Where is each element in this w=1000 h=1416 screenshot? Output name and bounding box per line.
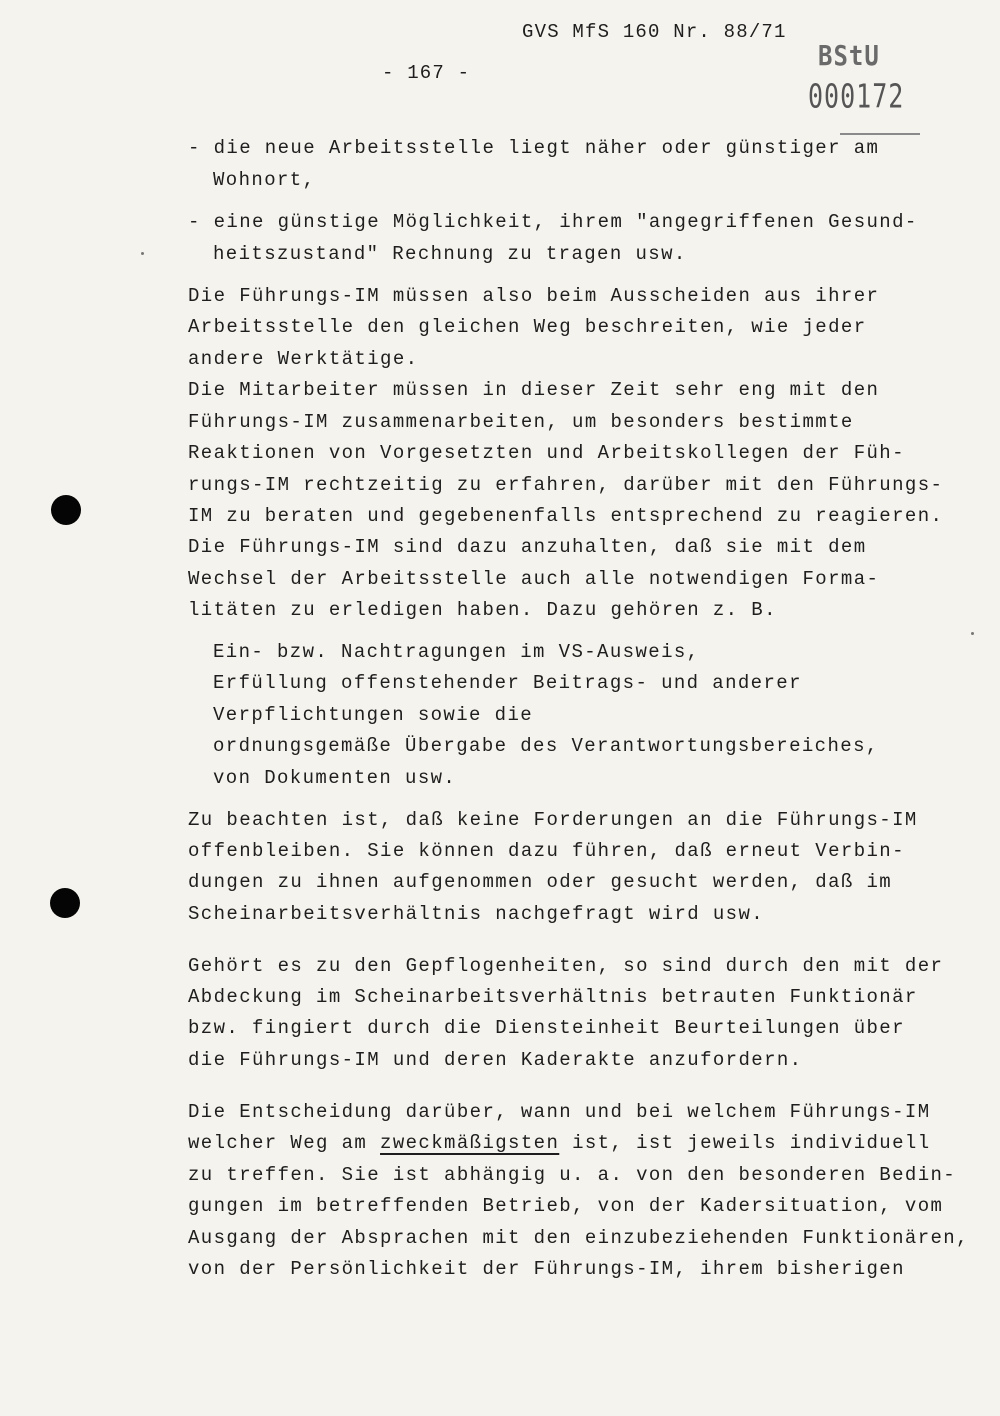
text-segment: ist, ist jeweils individuell: [559, 1132, 931, 1154]
punch-hole-upper: [51, 495, 81, 525]
text-line: Zu beachten ist, daß keine Forderungen an die Führungs-IM: [188, 809, 918, 831]
list-item-line: von Dokumenten usw.: [213, 767, 457, 789]
bullet-line: heitszustand" Rechnung zu tragen usw.: [213, 243, 687, 265]
text-line: [188, 1131, 931, 1155]
list-item-line: Erfüllung offenstehender Beitrags- und anderer: [213, 672, 802, 694]
punch-hole-lower: [50, 888, 80, 918]
text-line: bzw. fingiert durch die Diensteinheit Beurteilungen über: [188, 1017, 905, 1039]
text-line: dungen zu ihnen aufgenommen oder gesucht werden, daß im: [188, 871, 893, 893]
paper-speck: [971, 632, 974, 635]
text-line: zu treffen. Sie ist abhängig u. a. von den besonderen Bedin-: [188, 1164, 957, 1186]
bullet-line: - eine günstige Möglichkeit, ihrem "angegriffenen Gesund-: [188, 211, 918, 233]
text-line: litäten zu erledigen haben. Dazu gehören z. B.: [188, 599, 777, 621]
text-line: Die Mitarbeiter müssen in dieser Zeit sehr eng mit den: [188, 379, 880, 401]
text-line: Gehört es zu den Gepflogenheiten, so sind durch den mit der: [188, 955, 944, 977]
text-line: IM zu beraten und gegebenenfalls entsprechend zu reagieren.: [188, 505, 944, 527]
paper-speck: [141, 252, 144, 255]
text-segment: welcher Weg am: [188, 1132, 381, 1154]
text-line: Scheinarbeitsverhältnis nachgefragt wird usw.: [188, 903, 765, 925]
archive-stamp-name: BStU: [818, 39, 880, 73]
list-item-line: ordnungsgemäße Übergabe des Verantwortungsbereiches,: [213, 735, 879, 757]
text-line: Wechsel der Arbeitsstelle auch alle notwendigen Forma-: [188, 568, 880, 590]
archive-stamp-number: 000172: [808, 77, 905, 116]
text-line: Die Führungs-IM müssen also beim Ausscheiden aus ihrer: [188, 285, 880, 307]
text-line: Arbeitsstelle den gleichen Weg beschreiten, wie jeder: [188, 316, 867, 338]
text-line: Abdeckung im Scheinarbeitsverhältnis betrauten Funktionär: [188, 986, 918, 1008]
text-line: Reaktionen von Vorgesetzten und Arbeitskollegen der Füh-: [188, 442, 905, 464]
page-number: - 167 -: [382, 62, 471, 84]
bullet-line: Wohnort,: [213, 169, 316, 191]
text-line: von der Persönlichkeit der Führungs-IM, ihrem bisherigen: [188, 1258, 905, 1280]
text-line: andere Werktätige.: [188, 348, 419, 370]
document-reference: GVS MfS 160 Nr. 88/71: [522, 21, 787, 43]
text-line: gungen im betreffenden Betrieb, von der Kadersituation, vom: [188, 1195, 944, 1217]
text-line: Die Führungs-IM sind dazu anzuhalten, daß sie mit dem: [188, 536, 867, 558]
underlined-word: zweckmäßigsten: [380, 1132, 560, 1154]
text-line: Führungs-IM zusammenarbeiten, um besonders bestimmte: [188, 411, 854, 433]
list-item-line: Ein- bzw. Nachtragungen im VS-Ausweis,: [213, 641, 700, 663]
text-line: die Führungs-IM und deren Kaderakte anzufordern.: [188, 1049, 803, 1071]
text-line: offenbleiben. Sie können dazu führen, daß erneut Verbin-: [188, 840, 905, 862]
list-item-line: Verpflichtungen sowie die: [213, 704, 534, 726]
text-line: Ausgang der Absprachen mit den einzubeziehenden Funktionären,: [188, 1227, 969, 1249]
text-line: rungs-IM rechtzeitig zu erfahren, darüber mit den Führungs-: [188, 474, 944, 496]
stamp-underline: [840, 133, 920, 135]
text-line: Die Entscheidung darüber, wann und bei welchem Führungs-IM: [188, 1101, 931, 1123]
bullet-line: - die neue Arbeitsstelle liegt näher oder günstiger am: [188, 137, 880, 159]
